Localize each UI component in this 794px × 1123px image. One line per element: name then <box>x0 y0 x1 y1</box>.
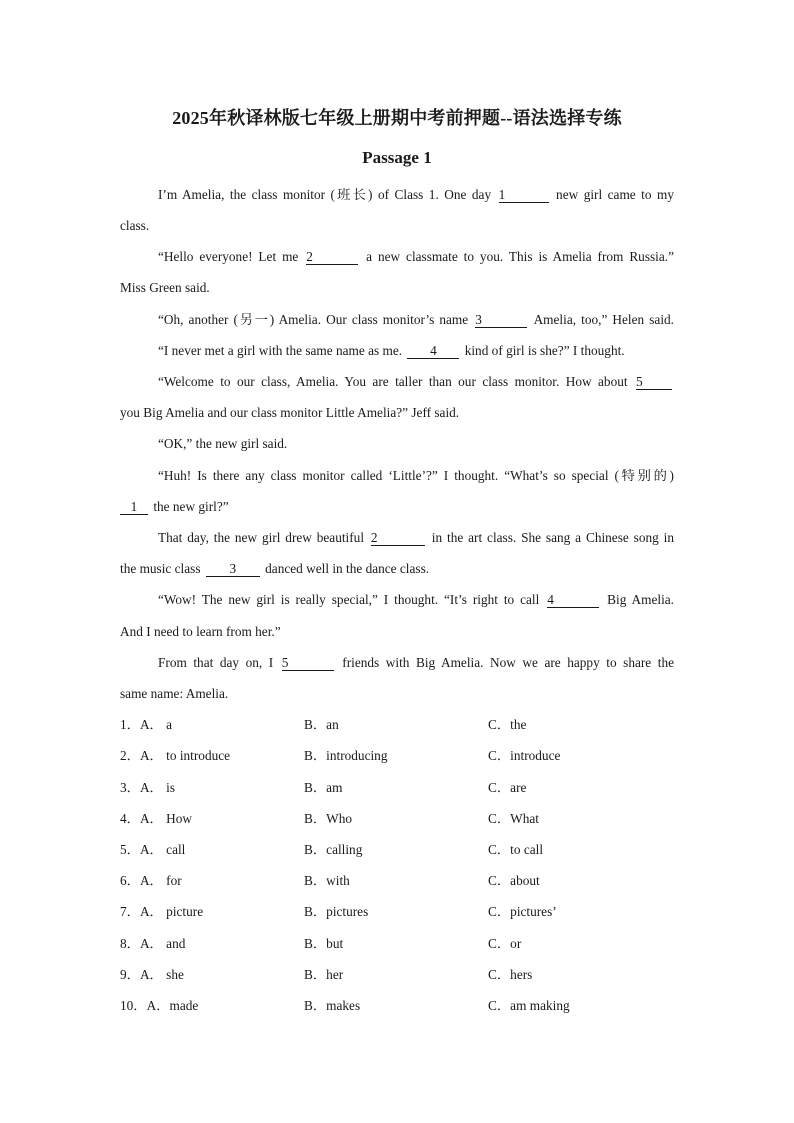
passage-line: “Oh, another (另一) Amelia. Our class monitor’s name 3 Amelia, too,” Helen said. <box>158 312 674 327</box>
option-c[interactable]: C．pictures’ <box>488 904 557 919</box>
passage-line: same name: Amelia. <box>120 686 229 701</box>
passage-line: I’m Amelia, the class monitor (班长) of Class 1. One day 1 new girl came to my <box>158 187 674 202</box>
option-a[interactable]: 1．A． a <box>120 717 173 732</box>
passage-title: Passage 1 <box>362 148 432 167</box>
option-a[interactable]: 4．A． How <box>120 811 193 826</box>
option-b[interactable]: B．her <box>304 967 344 982</box>
option-c[interactable]: C．or <box>488 936 522 951</box>
option-b[interactable]: B．pictures <box>304 904 369 919</box>
option-b[interactable]: B．an <box>304 717 339 732</box>
blank-9[interactable]: 4 <box>547 593 599 608</box>
option-c[interactable]: C．about <box>488 873 540 888</box>
passage-line: “Wow! The new girl is really special,” I thought. “It’s right to call 4 Big Amelia. <box>158 592 674 607</box>
blank-10[interactable]: 5 <box>282 656 334 671</box>
passage-line: you Big Amelia and our class monitor Little Amelia?” Jeff said. <box>120 405 460 420</box>
option-b[interactable]: B．with <box>304 873 350 888</box>
option-a[interactable]: 9．A． she <box>120 967 184 982</box>
blank-6[interactable]: 1 <box>120 500 148 515</box>
option-a[interactable]: 2．A． to introduce <box>120 748 231 763</box>
option-a[interactable]: 5．A． call <box>120 842 186 857</box>
passage-line: From that day on, I 5 friends with Big Amelia. Now we are happy to share the <box>158 655 675 670</box>
option-c[interactable]: C．am making <box>488 998 570 1013</box>
passage-line: “I never met a girl with the same name as me. 4 kind of girl is she?” I thought. <box>158 343 625 358</box>
option-c[interactable]: C．to call <box>488 842 544 857</box>
option-b[interactable]: B．Who <box>304 811 353 826</box>
option-c[interactable]: C．introduce <box>488 748 561 763</box>
blank-2[interactable]: 2 <box>306 250 358 265</box>
passage-line: class. <box>120 218 150 233</box>
option-a[interactable]: 10．A．made <box>120 998 199 1013</box>
passage-line: “Huh! Is there any class monitor called ‘Little’?” I thought. “What’s so special (特别的) <box>158 468 674 483</box>
passage-line: “Hello everyone! Let me 2 a new classmate to you. This is Amelia from Russia.” <box>158 249 675 264</box>
passage-line: “OK,” the new girl said. <box>158 436 288 451</box>
blank-7[interactable]: 2 <box>371 531 425 546</box>
option-a[interactable]: 8．A． and <box>120 936 186 951</box>
passage-line: Miss Green said. <box>120 280 210 295</box>
option-a[interactable]: 7．A． picture <box>120 904 204 919</box>
option-a[interactable]: 3．A． is <box>120 780 176 795</box>
passage-line: the music class 3 danced well in the dance class. <box>120 561 430 576</box>
option-c[interactable]: C．are <box>488 780 527 795</box>
option-c[interactable]: C．What <box>488 811 539 826</box>
option-b[interactable]: B．makes <box>304 998 361 1013</box>
blank-3[interactable]: 3 <box>475 313 527 328</box>
option-c[interactable]: C．hers <box>488 967 533 982</box>
blank-5[interactable]: 5 <box>636 375 672 390</box>
blank-8[interactable]: 3 <box>206 562 260 577</box>
option-c[interactable]: C．the <box>488 717 527 732</box>
option-b[interactable]: B．but <box>304 936 344 951</box>
option-b[interactable]: B．calling <box>304 842 363 857</box>
option-b[interactable]: B．am <box>304 780 343 795</box>
passage-line: “Welcome to our class, Amelia. You are taller than our class monitor. How about 5 <box>158 373 674 391</box>
option-a[interactable]: 6．A． for <box>120 873 182 888</box>
passage-line: And I need to learn from her.” <box>120 624 281 639</box>
option-b[interactable]: B．introducing <box>304 748 388 763</box>
passage-line: That day, the new girl drew beautiful 2 in the art class. She sang a Chinese song in <box>158 530 675 545</box>
page-title: 2025年秋译林版七年级上册期中考前押题--语法选择专练 <box>172 108 622 128</box>
blank-1[interactable]: 1 <box>499 188 549 203</box>
passage-line: 1 the new girl?” <box>120 498 674 516</box>
blank-4[interactable]: 4 <box>407 344 459 359</box>
